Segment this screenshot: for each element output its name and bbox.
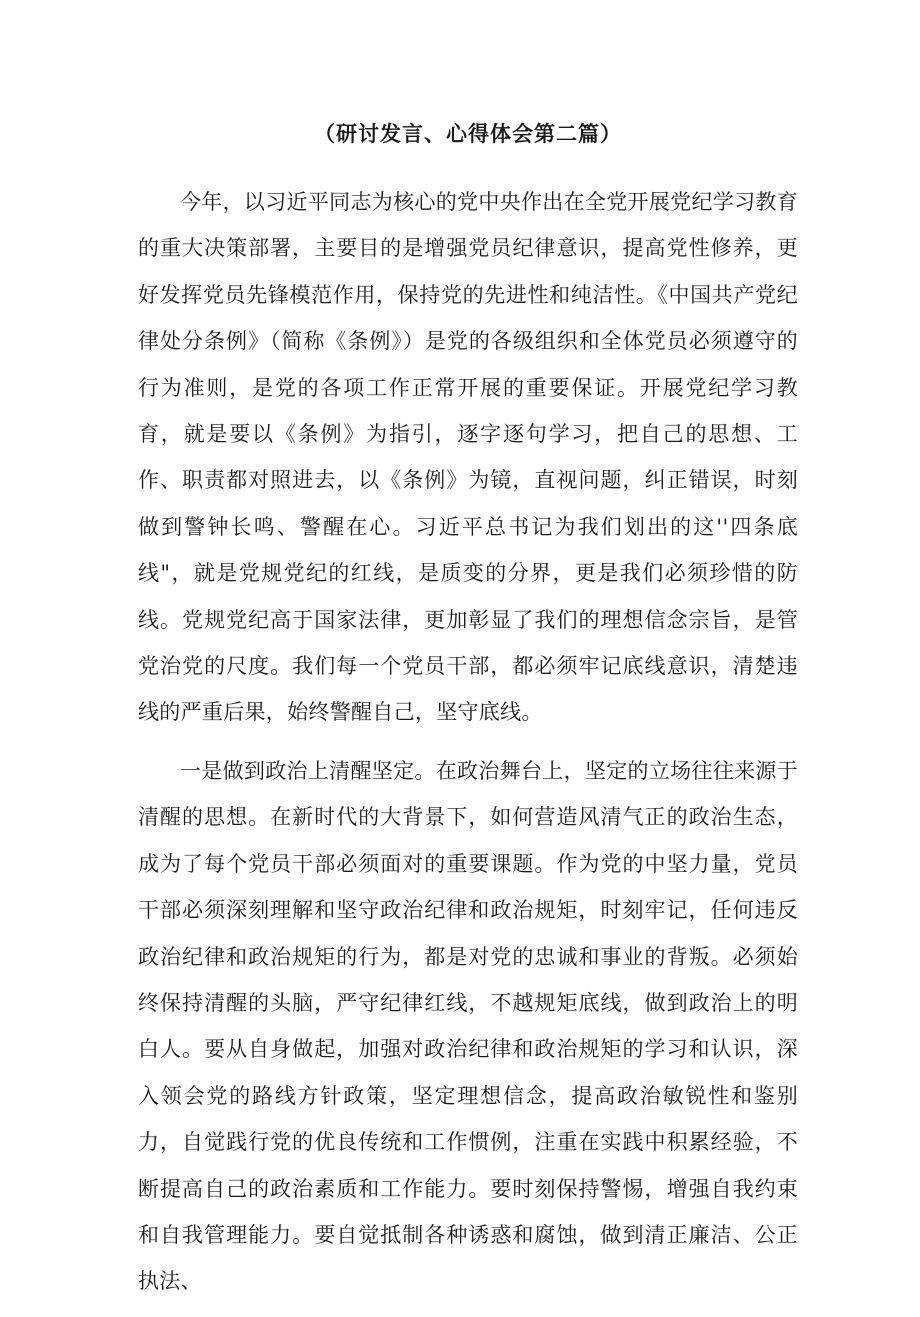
paragraph-intro: 今年，以习近平同志为核心的党中央作出在全党开展党纪学习教育的重大决策部署，主要目的是增强党员纪律意识，提高党性修养，更好发挥党员先锋模范作用，保持党的先进性和纯洁性。《中国共产党纪律处分条例》（简称《条例》）是党的各级组织和全体党员必须遵守的行为准则，是党的各项工作正常开展的重要保证。开展党纪学习教育，就是要以《条例》为指引，逐字逐句学习，把自己的思想、工作、职责都对照进去，以《条例》为镜，直视问题，纠正错误，时刻做到警钟长鸣、警醒在心。习近平总书记为我们划出的这''四条底线"，就是党规党纪的红线，是质变的分界，更是我们必须珍惜的防线。党规党纪高于国家法律，更加彰显了我们的理想信念宗旨，是管党治党的尺度。我们每一个党员干部，都必须牢记底线意识，清楚违线的严重后果，始终警醒自己，坚守底线。 [138,190,798,725]
document-title: （研讨发言、心得体会第二篇） [314,121,622,146]
paragraph-political-sobriety: 一是做到政治上清醒坚定。在政治舞台上，坚定的立场往往来源于清醒的思想。在新时代的大背景下，如何营造风清气正的政治生态，成为了每个党员干部必须面对的重要课题。作为党的中坚力量，党员干部必须深刻理解和坚守政治纪律和政治规矩，时刻牢记，任何违反政治纪律和政治规矩的行为，都是对党的忠诚和事业的背叛。必须始终保持清醒的头脑，严守纪律红线，不越规矩底线，做到政治上的明白人。要从自身做起，加强对政治纪律和政治规矩的学习和认识，深入领会党的路线方针政策，坚定理想信念，提高政治敏锐性和鉴别力，自觉践行党的优良传统和工作惯例，注重在实践中积累经验，不断提高自己的政治素质和工作能力。要时刻保持警惕，增强自我约束和自我管理能力。要自觉抵制各种诱惑和腐蚀，做到清正廉洁、公正执法、 [138,758,798,1294]
document-page [138,116,798,1317]
